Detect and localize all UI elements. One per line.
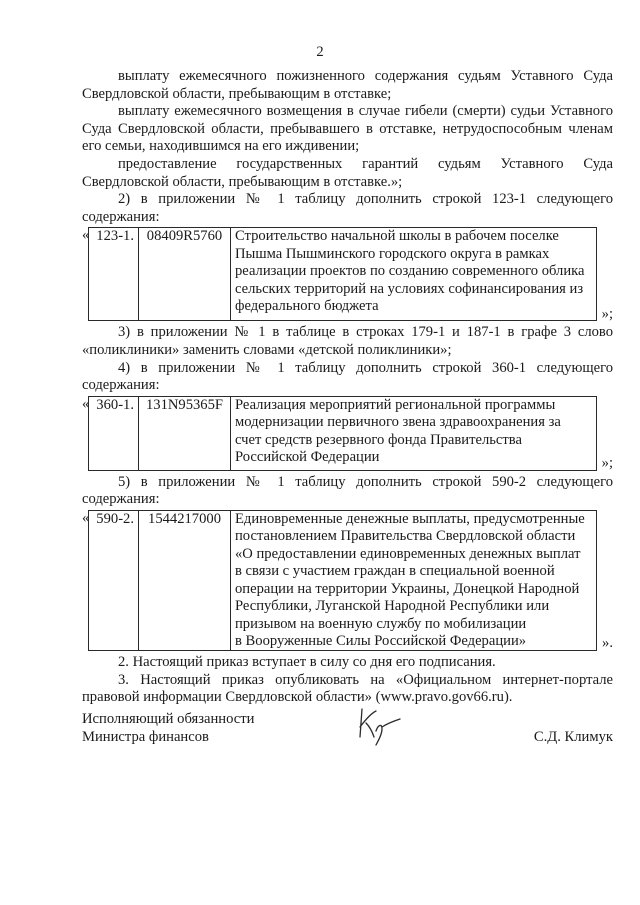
description-line: реализации проектов по созданию современного облика (235, 263, 585, 280)
row-number: 360-1. (89, 397, 139, 470)
description-line: Строительство начальной школы в рабочем поселке (235, 228, 559, 245)
paragraph-pension: выплату ежемесячного пожизненного содержания судьям Уставного Суда Свердловской области, пребывающим в отставке; (82, 68, 613, 102)
paragraph-item-2: 2) в приложении № 1 таблицу дополнить строкой 123-1 следующего содержания: (82, 191, 613, 225)
paragraph-item-4: 4) в приложении № 1 таблицу дополнить строкой 360-1 следующего содержания: (82, 359, 613, 394)
description-line: модернизации первичного звена здравоохранения за (235, 414, 561, 431)
quote-open: « (82, 395, 90, 412)
description-line: в Вооруженные Силы Российской Федерации» (235, 633, 527, 650)
paragraph-point-2: 2. Настоящий приказ вступает в силу со дня его подписания. (118, 653, 496, 670)
description-line: «О предоставлении единовременных денежных выплат (235, 545, 581, 562)
description-line: Пышма Пышминского городского округа в рамках (235, 245, 550, 262)
row-code: 08409R5760 (139, 228, 231, 320)
row-description (231, 228, 596, 320)
table-row-360-1 (82, 396, 613, 473)
description-line: сельских территорий на условиях софинансирования из (235, 280, 584, 297)
row-description (231, 511, 596, 650)
table-row-box (88, 396, 597, 471)
paragraph-point-3: 3. Настоящий приказ опубликовать на «Официальном интернет-портале правовой информации Свердловской области» (www.pravo.gov66.ru). (82, 671, 613, 706)
description-line: Реализация мероприятий региональной программы (235, 396, 556, 413)
paragraph-item-3: 3) в приложении № 1 в таблице в строках 179-1 и 187-1 в графе 3 слово «поликлиники» заменить словами «детской поликлиники»; (82, 324, 613, 358)
document-body (82, 68, 613, 707)
row-number: 123-1. (89, 228, 139, 320)
quote-close: ». (602, 635, 613, 652)
row-code: 131N95365F (139, 397, 231, 470)
description-line: призывом на военную службу по мобилизации (235, 615, 527, 632)
row-description (231, 397, 596, 470)
paragraph-compensation: выплату ежемесячного возмещения в случае гибели (смерти) судьи Уставного Суда Свердловской области, пребывавшего в отставке, нетрудоспособным членам его семьи, находившимся на его иждивении; (82, 103, 613, 155)
description-line: счет средств резервного фонда Правительства (235, 431, 522, 448)
table-row-123-1 (82, 227, 613, 323)
description-line: в связи с участием граждан в специальной военной (235, 563, 555, 580)
signer-title-line1: Исполняющий обязанности (82, 711, 255, 727)
signature-block (82, 711, 613, 751)
quote-open: « (82, 509, 90, 526)
handwritten-signature (352, 701, 402, 747)
description-line: Республики, Луганской Народной Республики или (235, 598, 550, 615)
table-row-590-2 (82, 510, 613, 653)
paragraph-guarantees: предоставление государственных гарантий судьям Уставного Суда Свердловской области, пребывающим в отставке.»; (82, 155, 613, 190)
page-number: 2 (316, 44, 324, 60)
description-line: Российской Федерации (235, 449, 380, 466)
signer-name: С.Д. Климук (533, 729, 613, 745)
description-line: Единовременные денежные выплаты, предусмотренные (235, 510, 585, 527)
quote-close: »; (601, 455, 613, 472)
paragraph-item-5: 5) в приложении № 1 таблицу дополнить строкой 590-2 следующего содержания: (82, 473, 613, 508)
table-row-box (88, 227, 597, 321)
description-line: операции на территории Украины, Донецкой Народной (235, 580, 580, 597)
quote-open: « (82, 227, 90, 244)
description-line: федерального бюджета (235, 298, 379, 315)
row-code: 1544217000 (139, 511, 231, 650)
row-number: 590-2. (89, 511, 139, 650)
quote-close: »; (601, 305, 613, 322)
signer-title-line2: Министра финансов (82, 729, 209, 745)
description-line: постановлением Правительства Свердловской области (235, 528, 576, 545)
table-row-box (88, 510, 597, 651)
